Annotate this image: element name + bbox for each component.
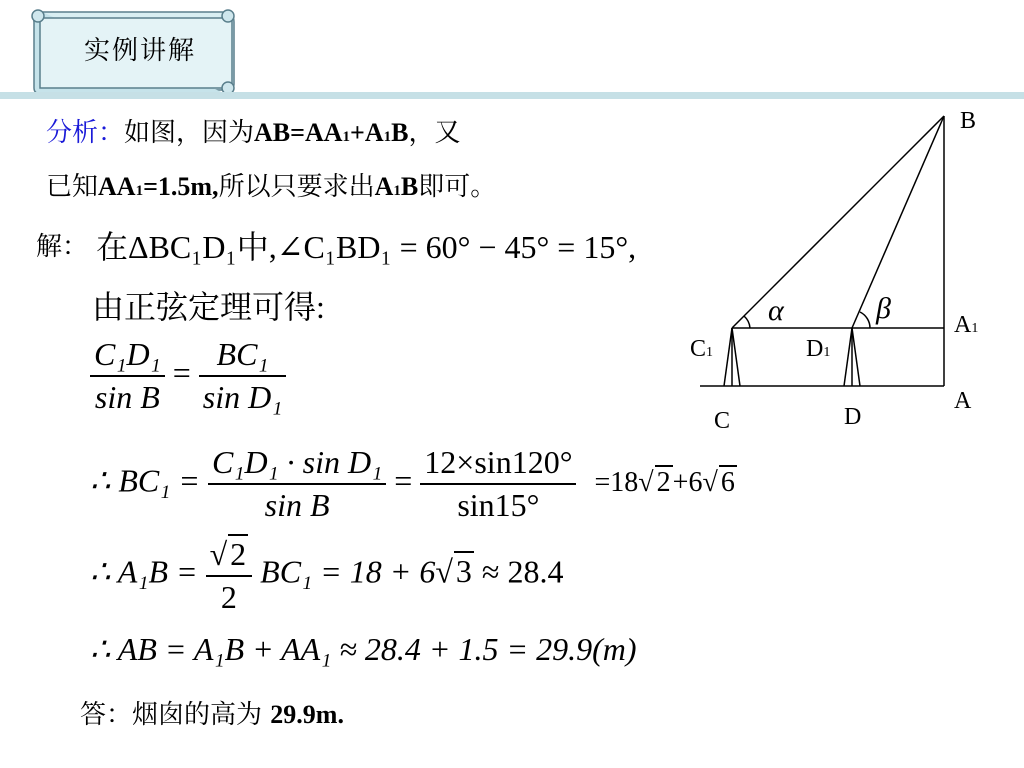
answer-text: 烟囱的高为	[132, 700, 271, 730]
label-a1-main: A	[954, 312, 972, 338]
equation-a1b: ∴ A₁B = $\frac{√2}{2}$ BC₁ = 18 + 6√3 ≈ 28.4	[90, 536, 564, 615]
analysis-text: 所以只要求出	[218, 172, 375, 202]
equation-prefix: ∴ BC₁ =	[90, 462, 200, 499]
equation-result: ≈ 28.4	[473, 553, 564, 590]
answer-value: 29.9m.	[270, 700, 344, 729]
denominator: sin B	[94, 379, 160, 415]
label-a: A	[954, 388, 972, 414]
solution-line-2: 由正弦定理可得:	[92, 289, 325, 325]
fraction	[199, 336, 287, 416]
answer-line	[80, 694, 344, 731]
bc1-result: =18√ 2+6√ 6	[594, 467, 735, 499]
instrument-d-left	[844, 328, 852, 386]
denominator: sin D₁	[202, 379, 283, 415]
line-c1-b	[732, 116, 944, 328]
analysis-line-2	[46, 166, 496, 203]
label-a1-sub: 1	[971, 321, 979, 336]
label-a1	[954, 312, 978, 338]
radicand: 6	[720, 467, 735, 499]
result-text: +6	[672, 467, 703, 499]
label-d1-sub: 1	[823, 345, 831, 360]
label-c1-sub: 1	[706, 345, 714, 360]
solution-label: 解：	[36, 232, 89, 262]
fraction: $\frac{√2}{2}$	[206, 534, 253, 616]
analysis-line-1	[46, 112, 460, 149]
angle-alpha-arc	[744, 316, 750, 328]
analysis-math: B	[400, 172, 419, 201]
equals-sign: =	[394, 462, 413, 499]
instrument-c-left	[724, 328, 732, 386]
label-d1	[806, 336, 830, 362]
analysis-text: 如图，因为	[124, 118, 255, 148]
analysis-math: AB=AA	[254, 118, 343, 147]
subscript: 1	[383, 129, 392, 145]
label-b: B	[960, 108, 977, 134]
fraction	[90, 336, 165, 416]
analysis-math: B	[391, 118, 409, 147]
slide-title: 实例讲解	[83, 36, 196, 66]
subscript: 1	[342, 129, 351, 145]
label-c1-main: C	[690, 336, 707, 362]
radicand: 2	[230, 536, 247, 572]
numerator: C₁D₁	[90, 336, 165, 377]
denominator: sin B	[264, 487, 330, 523]
equation-law-of-sines	[90, 336, 286, 416]
label-alpha: α	[768, 294, 784, 327]
solution-line-1: 在ΔBC₁D₁中,∠C₁BD₁ = 60° − 45° = 15°,	[96, 229, 637, 265]
radicand: 3	[455, 553, 472, 590]
denominator: 2	[220, 579, 237, 615]
analysis-text: 即可。	[418, 172, 497, 202]
analysis-math: +A	[350, 118, 384, 147]
angle-beta-arc	[860, 312, 870, 328]
equation-ab: ∴ AB = A₁B + AA₁ ≈ 28.4 + 1.5 = 29.9(m)	[90, 631, 637, 667]
equals-sign: =	[172, 354, 191, 391]
analysis-math: A	[374, 172, 394, 201]
numerator: C₁D₁ · sin D₁	[208, 444, 386, 485]
equation-prefix: ∴ A₁B =	[90, 553, 198, 590]
subscript: 1	[135, 183, 144, 199]
label-beta: β	[876, 292, 891, 325]
analysis-math: =1.5m,	[143, 172, 219, 201]
analysis-math: AA	[98, 172, 136, 201]
equation-bc1	[90, 444, 737, 524]
numerator: BC₁	[199, 336, 287, 377]
instrument-c-right	[732, 328, 740, 386]
instrument-d-right	[852, 328, 860, 386]
label-c: C	[714, 408, 731, 434]
analysis-text: 已知	[46, 172, 99, 202]
denominator: sin15°	[457, 487, 540, 523]
label-d1-main: D	[806, 336, 824, 362]
numerator: 12×sin120°	[420, 444, 576, 485]
line-d1-b	[852, 116, 944, 328]
subscript: 1	[393, 183, 401, 199]
fraction	[208, 444, 386, 524]
fraction	[420, 444, 576, 524]
equation-middle: BC₁ = 18 + 6	[260, 553, 436, 590]
analysis-label: 分析：	[46, 118, 125, 148]
header-divider	[0, 92, 1024, 99]
label-d: D	[844, 404, 862, 430]
analysis-text: ，又	[408, 118, 461, 148]
label-c1	[690, 336, 713, 362]
result-text: =18	[594, 467, 639, 499]
chimney-triangle-diagram	[680, 100, 1010, 440]
radicand: 2	[656, 467, 671, 499]
answer-label: 答：	[80, 700, 133, 730]
